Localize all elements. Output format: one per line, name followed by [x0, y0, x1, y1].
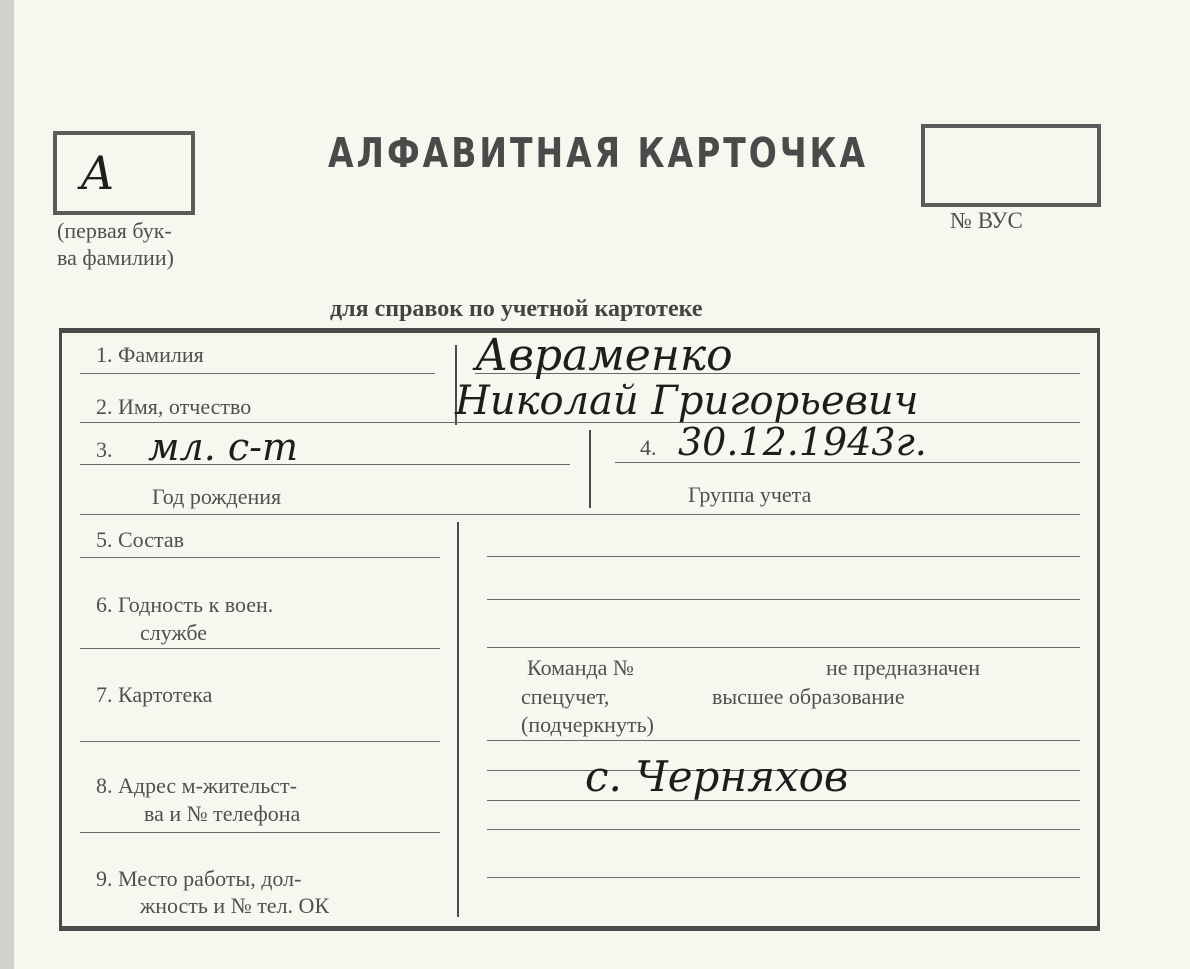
field-3-caption: Год рождения: [152, 484, 282, 509]
field-1-label: 1. Фамилия: [96, 342, 204, 367]
field-8-label-line1: 8. Адрес м-жительст-: [96, 773, 297, 798]
letter-caption-line1: (первая бук-: [57, 218, 172, 243]
letter-caption-line2: ва фамилии): [57, 245, 174, 270]
card-title: АЛФАВИТНАЯ КАРТОЧКА: [328, 128, 868, 177]
command-line1: Команда №: [527, 655, 634, 680]
field-5-label: 5. Состав: [96, 527, 185, 552]
field-2-name-patronymic: Николай Григорьевич: [455, 378, 919, 424]
field-8-label-line2: ва и № телефона: [144, 801, 301, 826]
rule: [80, 514, 1080, 515]
command-line1-right: не предназначен: [826, 655, 980, 680]
rule: [487, 647, 1080, 648]
field-4-date: 30.12.1943г.: [678, 420, 927, 464]
card-subtitle: для справок по учетной картотеке: [330, 296, 703, 322]
rule: [80, 648, 440, 649]
field-4-number: 4.: [640, 435, 657, 460]
rule: [487, 556, 1080, 557]
field-7-label: 7. Картотека: [96, 682, 213, 707]
rule: [80, 832, 440, 833]
letter-value: А: [80, 146, 115, 200]
rule: [487, 599, 1080, 600]
field-9-label-line1: 9. Место работы, дол-: [96, 866, 302, 891]
field-3-rank: мл. с-т: [148, 425, 299, 469]
field-6-label-line2: службе: [140, 620, 208, 645]
place-handwritten: с. Черняхов: [585, 752, 849, 801]
command-line3: (подчеркнуть): [521, 712, 654, 737]
rule: [487, 740, 1080, 741]
command-line2-right: высшее образование: [712, 684, 905, 709]
vus-label: № ВУС: [950, 208, 1023, 233]
field-3-number: 3.: [96, 437, 113, 462]
field-4-caption: Группа учета: [688, 482, 812, 507]
divider-lower-column: [457, 522, 459, 917]
vus-box: [921, 124, 1101, 207]
field-9-label-line2: жность и № тел. ОК: [140, 893, 330, 918]
rule: [487, 829, 1080, 830]
rule: [487, 877, 1080, 878]
rule: [80, 557, 440, 558]
field-6-label-line1: 6. Годность к воен.: [96, 592, 274, 617]
rule: [80, 373, 435, 374]
command-line2: спецучет,: [521, 684, 610, 709]
field-1-surname: Авраменко: [475, 330, 733, 381]
rule: [80, 741, 440, 742]
field-2-label: 2. Имя, отчество: [96, 394, 252, 419]
letter-box: [53, 131, 195, 215]
card-edge: [0, 0, 14, 969]
divider-row3: [589, 430, 591, 508]
